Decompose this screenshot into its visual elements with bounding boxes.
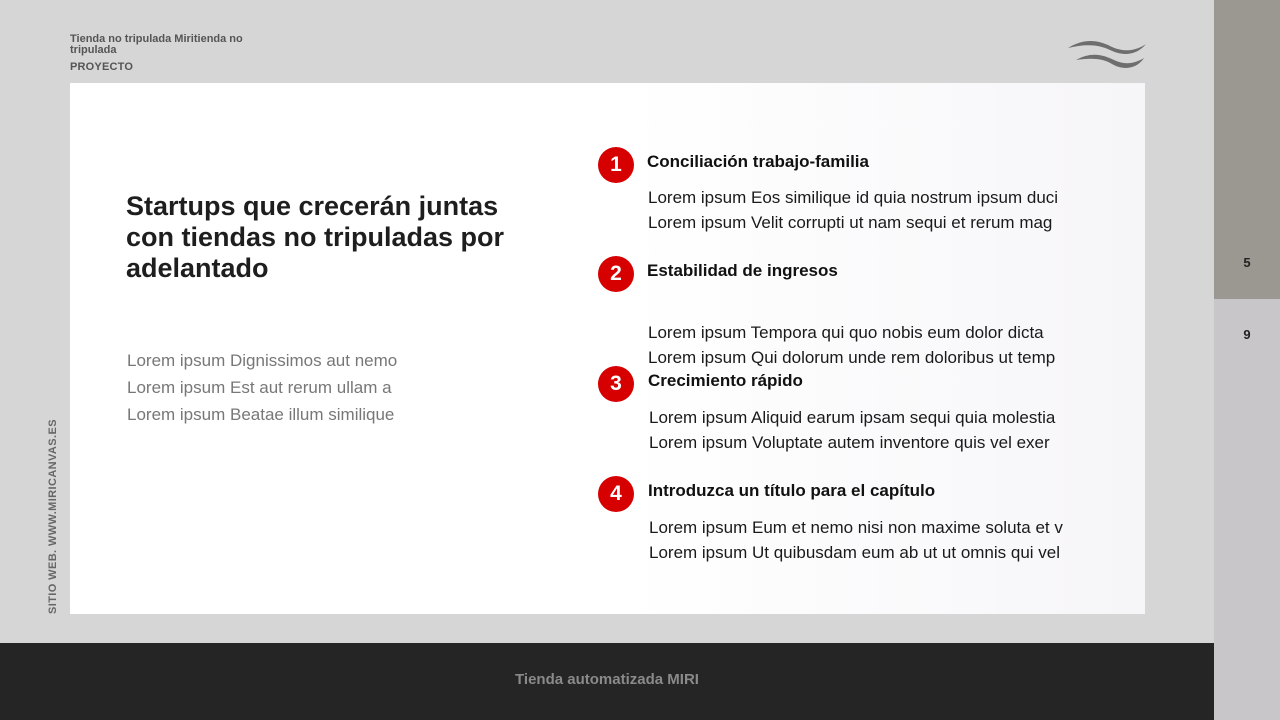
item-title: Crecimiento rápido — [648, 371, 803, 390]
item-body — [648, 320, 1055, 370]
intro-line: Lorem ipsum Dignissimos aut nemo — [127, 351, 398, 370]
item-line: Lorem ipsum Qui dolorum unde rem doloribus ut temp — [648, 348, 1056, 367]
item-line: Lorem ipsum Tempora qui quo nobis eum dolor dicta — [648, 323, 1044, 342]
document-title: Tienda no tripulada Miritienda no tripulada — [70, 33, 243, 56]
footer-bar — [0, 643, 1214, 720]
number-badge: 1 — [598, 147, 634, 183]
slide-title: Startups que crecerán juntas con tiendas no tripuladas por adelantado — [126, 191, 505, 283]
item-body — [649, 515, 1063, 565]
item-line: Lorem ipsum Aliquid earum ipsam sequi quia molestia — [649, 408, 1056, 427]
item-body — [648, 185, 1058, 235]
page-number-current[interactable]: 5 — [1243, 255, 1251, 270]
item-title: Conciliación trabajo-familia — [647, 152, 869, 171]
item-line: Lorem ipsum Velit corrupti ut nam sequi et rerum mag — [648, 213, 1053, 232]
item-line: Lorem ipsum Ut quibusdam eum ab ut ut omnis qui vel — [649, 543, 1061, 562]
item-title: Estabilidad de ingresos — [647, 261, 838, 280]
wave-logo-icon — [1066, 38, 1148, 72]
number-badge: 2 — [598, 256, 634, 292]
content-card — [70, 83, 1145, 614]
intro-line: Lorem ipsum Est aut rerum ullam a — [127, 378, 392, 397]
page-sidebar — [1214, 0, 1280, 720]
page-number-total[interactable]: 9 — [1243, 327, 1251, 342]
item-title: Introduzca un título para el capítulo — [648, 481, 936, 500]
footer-text: Tienda automatizada MIRI — [515, 671, 699, 688]
number-badge: 3 — [598, 366, 634, 402]
item-line: Lorem ipsum Voluptate autem inventore quis vel exer — [649, 433, 1050, 452]
item-line: Lorem ipsum Eum et nemo nisi non maxime soluta et v — [649, 518, 1063, 537]
intro-line: Lorem ipsum Beatae illum similique — [127, 405, 395, 424]
website-label: SITIO WEB. WWW.MIRICANVAS.ES — [47, 419, 59, 614]
item-body — [649, 405, 1055, 455]
item-line: Lorem ipsum Eos similique id quia nostrum ipsum duci — [648, 188, 1059, 207]
number-badge: 4 — [598, 476, 634, 512]
section-label: PROYECTO — [70, 61, 134, 73]
intro-text — [127, 347, 467, 428]
